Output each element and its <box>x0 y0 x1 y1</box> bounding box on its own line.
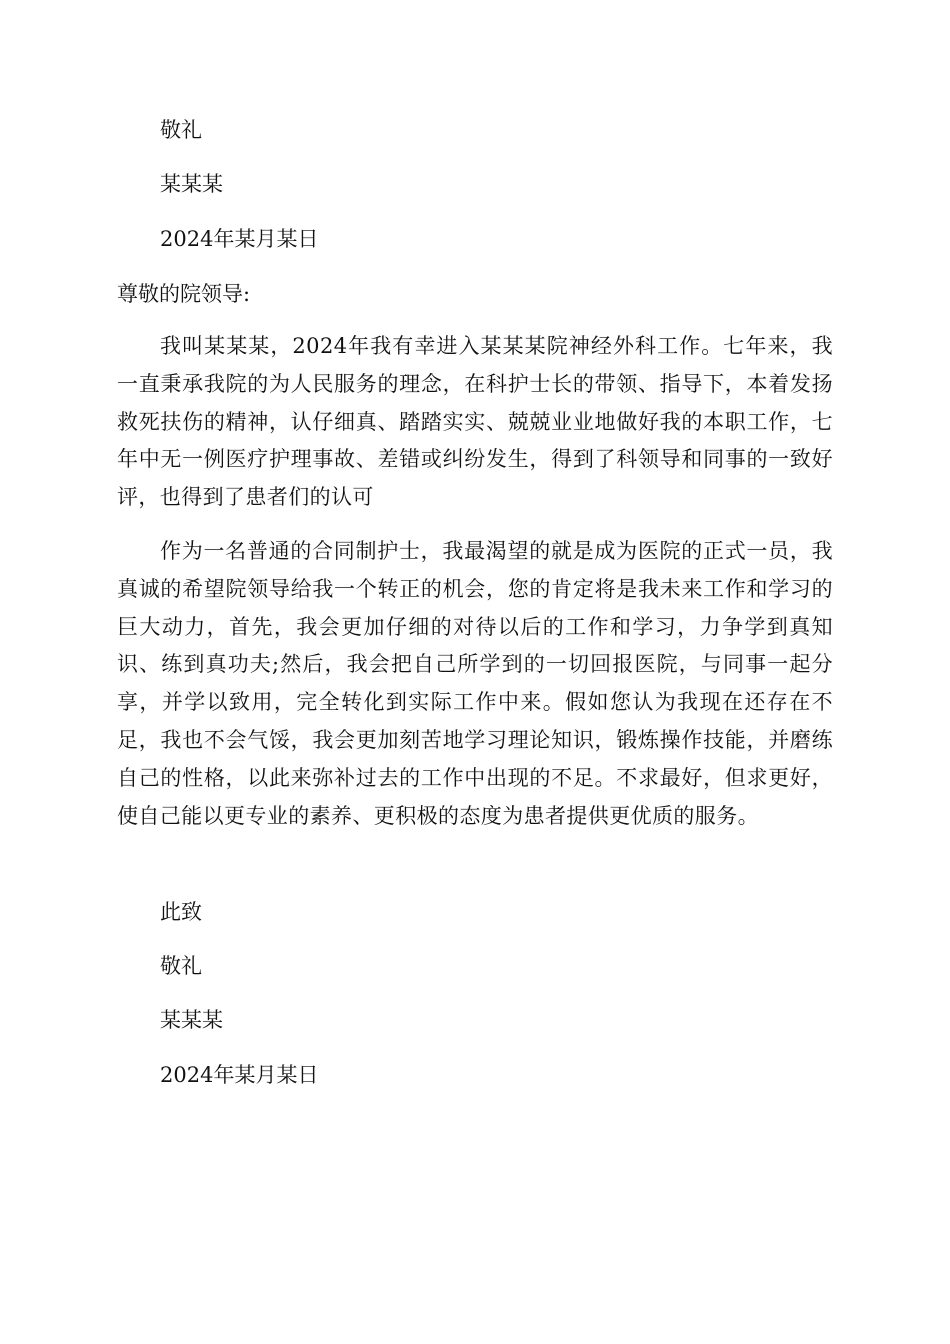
body-paragraph-2: 作为一名普通的合同制护士，我最渴望的就是成为医院的正式一员，我真诚的希望院领导给我一个转正的机会，您的肯定将是我未来工作和学习的巨大动力，首先，我会更加仔细的对待以后的工作和学习，力争学到真知识、练到真功夫;然后，我会把自己所学到的一切回报医院，与同事一起分享，并学以致用，完全转化到实际工作中来。假如您认为我现在还存在不足，我也不会气馁，我会更加刻苦地学习理论知识，锻炼操作技能，并磨练自己的性格，以此来弥补过去的工作中出现的不足。不求最好，但求更好，使自己能以更专业的素养、更积极的态度为患者提供更优质的服务。 <box>117 539 833 828</box>
closing: 此致 <box>160 900 202 924</box>
signature: 某某某 <box>160 1008 223 1032</box>
top-signature: 某某某 <box>160 172 223 196</box>
top-date: 2024年某月某日 <box>160 227 319 251</box>
top-regards: 敬礼 <box>160 118 202 142</box>
date: 2024年某月某日 <box>160 1063 319 1087</box>
body-paragraph-1: 我叫某某某，2024年我有幸进入某某某院神经外科工作。七年来，我一直秉承我院的为人民服务的理念，在科护士长的带领、指导下，本着发扬救死扶伤的精神，认仔细真、踏踏实实、兢兢业业地做好我的本职工作，七年中无一例医疗护理事故、差错或纠纷发生，得到了科领导和同事的一致好评，也得到了患者们的认可 <box>117 334 833 510</box>
salutation: 尊敬的院领导: <box>117 282 251 306</box>
regards: 敬礼 <box>160 954 202 978</box>
